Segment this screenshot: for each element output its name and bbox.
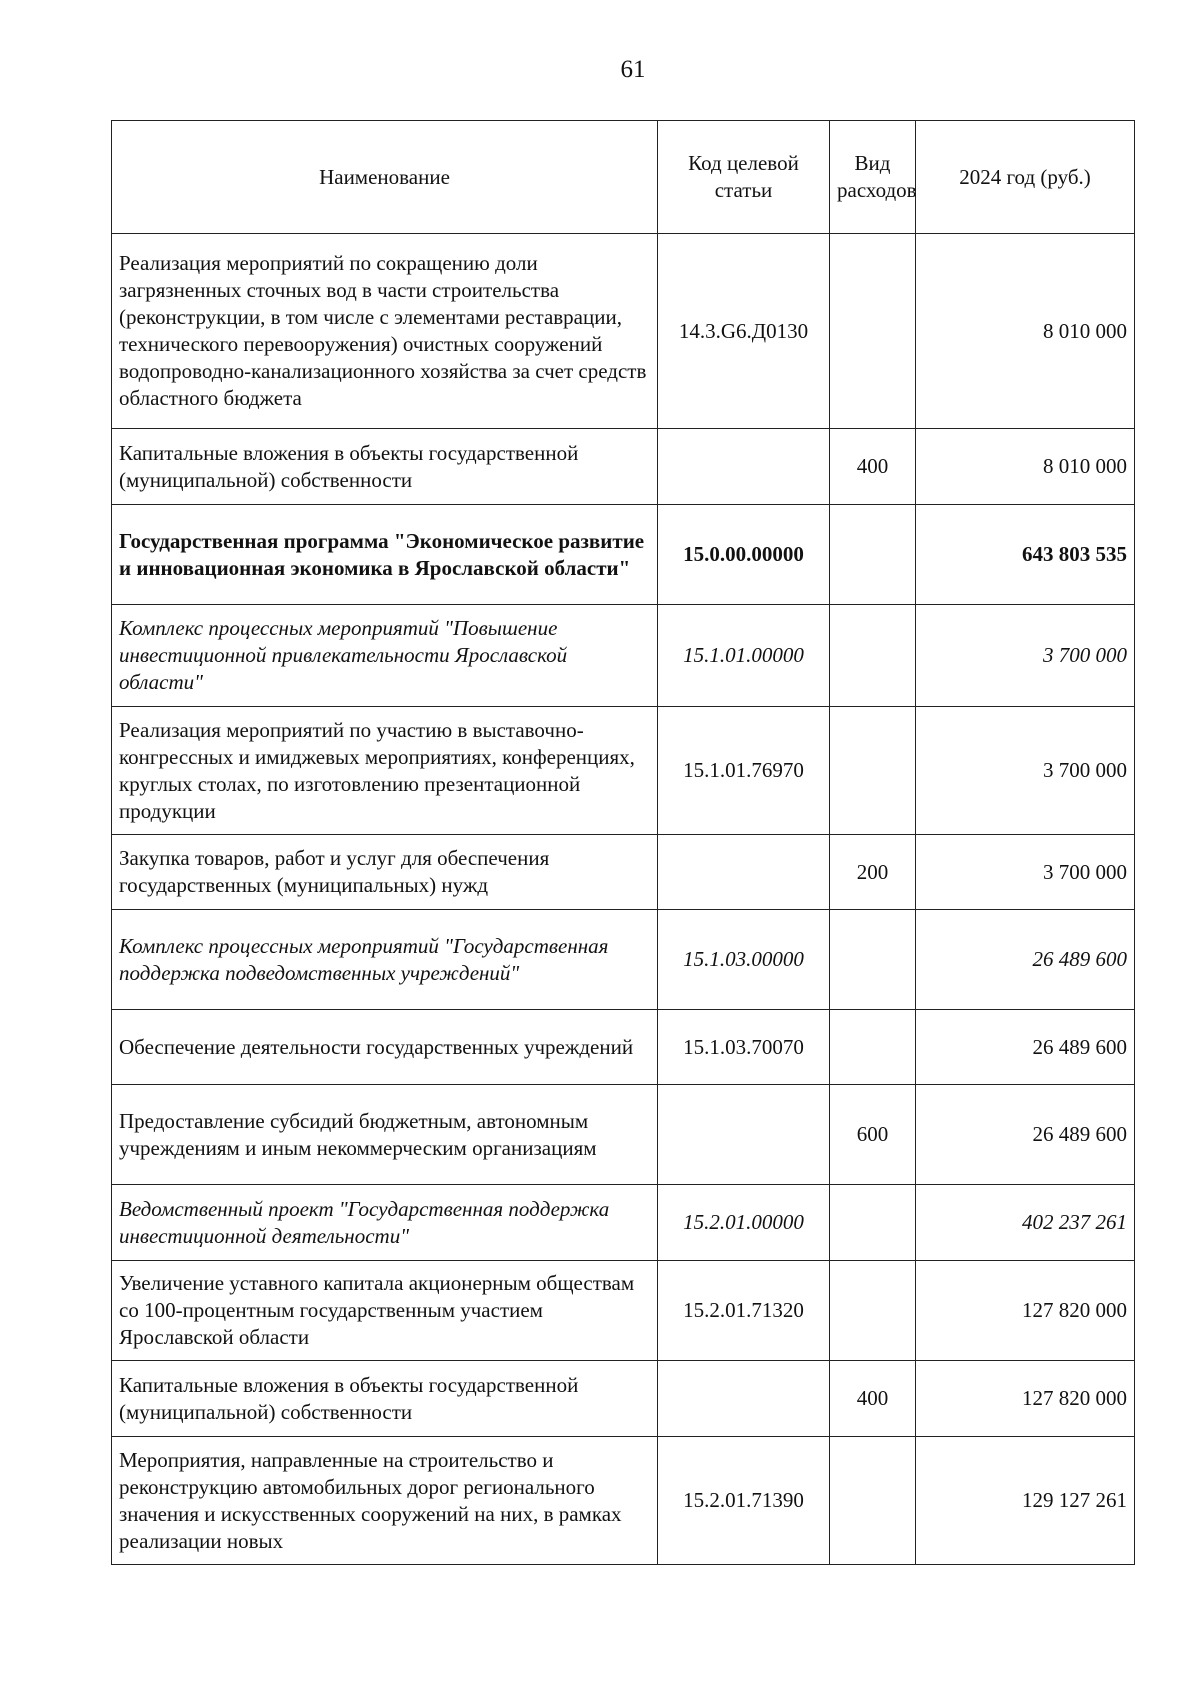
row-name: Мероприятия, направленные на строительство и реконструкцию автомобильных дорог регионального значения и искусственных сооружений на них, в рамках реализации новых <box>112 1437 658 1565</box>
row-amount: 127 820 000 <box>916 1261 1135 1361</box>
row-amount: 643 803 535 <box>916 505 1135 605</box>
row-code: 15.1.01.76970 <box>658 707 830 835</box>
table-row <box>112 1010 1135 1085</box>
table-row <box>112 835 1135 910</box>
row-name: Реализация мероприятий по участию в выставочно-конгрессных и имиджевых мероприятиях, конференциях, круглых столах, по изготовлению презентационной продукции <box>112 707 658 835</box>
row-code: 15.2.01.71390 <box>658 1437 830 1565</box>
table-row <box>112 605 1135 707</box>
row-code: 15.2.01.00000 <box>658 1185 830 1261</box>
row-amount: 3 700 000 <box>916 605 1135 707</box>
budget-table <box>111 120 1135 1565</box>
header-name: Наименование <box>112 121 658 234</box>
header-code: Код целевой статьи <box>658 121 830 234</box>
page-number: 61 <box>620 56 646 83</box>
row-amount: 3 700 000 <box>916 835 1135 910</box>
row-code: 14.3.G6.Д0130 <box>658 234 830 429</box>
row-amount: 402 237 261 <box>916 1185 1135 1261</box>
table-row <box>112 1437 1135 1565</box>
row-type: 400 <box>830 429 916 505</box>
row-amount: 8 010 000 <box>916 429 1135 505</box>
table-row <box>112 429 1135 505</box>
row-code: 15.1.03.00000 <box>658 910 830 1010</box>
row-name: Комплекс процессных мероприятий "Государственная поддержка подведомственных учреждений" <box>112 910 658 1010</box>
row-type: 600 <box>830 1085 916 1185</box>
row-name: Увеличение уставного капитала акционерным обществам со 100-процентным государственным участием Ярославской области <box>112 1261 658 1361</box>
row-code: 15.1.01.00000 <box>658 605 830 707</box>
header-type: Вид расходов <box>830 121 916 234</box>
row-name: Государственная программа "Экономическое развитие и инновационная экономика в Ярославской области" <box>112 505 658 605</box>
header-amount: 2024 год (руб.) <box>916 121 1135 234</box>
row-amount: 26 489 600 <box>916 1010 1135 1085</box>
table-row <box>112 1185 1135 1261</box>
row-code <box>658 835 830 910</box>
row-name: Закупка товаров, работ и услуг для обеспечения государственных (муниципальных) нужд <box>112 835 658 910</box>
row-amount: 129 127 261 <box>916 1437 1135 1565</box>
row-type <box>830 910 916 1010</box>
row-type <box>830 1437 916 1565</box>
row-type <box>830 1010 916 1085</box>
row-amount: 127 820 000 <box>916 1361 1135 1437</box>
row-code: 15.2.01.71320 <box>658 1261 830 1361</box>
row-amount: 3 700 000 <box>916 707 1135 835</box>
row-code <box>658 1361 830 1437</box>
row-amount: 26 489 600 <box>916 1085 1135 1185</box>
table-row <box>112 910 1135 1010</box>
row-name: Капитальные вложения в объекты государственной (муниципальной) собственности <box>112 1361 658 1437</box>
row-type <box>830 1261 916 1361</box>
row-type <box>830 605 916 707</box>
row-amount: 8 010 000 <box>916 234 1135 429</box>
row-type <box>830 234 916 429</box>
row-name: Предоставление субсидий бюджетным, автономным учреждениям и иным некоммерческим организациям <box>112 1085 658 1185</box>
table-row <box>112 234 1135 429</box>
table-header-row <box>112 121 1135 234</box>
row-name: Комплекс процессных мероприятий "Повышение инвестиционной привлекательности Ярославской области" <box>112 605 658 707</box>
row-name: Ведомственный проект "Государственная поддержка инвестиционной деятельности" <box>112 1185 658 1261</box>
row-type <box>830 505 916 605</box>
row-code <box>658 429 830 505</box>
row-type <box>830 1185 916 1261</box>
table-row <box>112 1085 1135 1185</box>
row-type: 200 <box>830 835 916 910</box>
row-name: Реализация мероприятий по сокращению доли загрязненных сточных вод в части строительства (реконструкции, в том числе с элементами реставрации, технического перевооружения) очистных сооружений водопроводно-канализационного хозяйства за счет средств областного бюджета <box>112 234 658 429</box>
row-name: Обеспечение деятельности государственных учреждений <box>112 1010 658 1085</box>
row-name: Капитальные вложения в объекты государственной (муниципальной) собственности <box>112 429 658 505</box>
row-type: 400 <box>830 1361 916 1437</box>
table-row <box>112 505 1135 605</box>
table-row <box>112 707 1135 835</box>
row-amount: 26 489 600 <box>916 910 1135 1010</box>
row-code: 15.1.03.70070 <box>658 1010 830 1085</box>
table-row <box>112 1261 1135 1361</box>
row-code: 15.0.00.00000 <box>658 505 830 605</box>
row-code <box>658 1085 830 1185</box>
row-type <box>830 707 916 835</box>
table-row <box>112 1361 1135 1437</box>
